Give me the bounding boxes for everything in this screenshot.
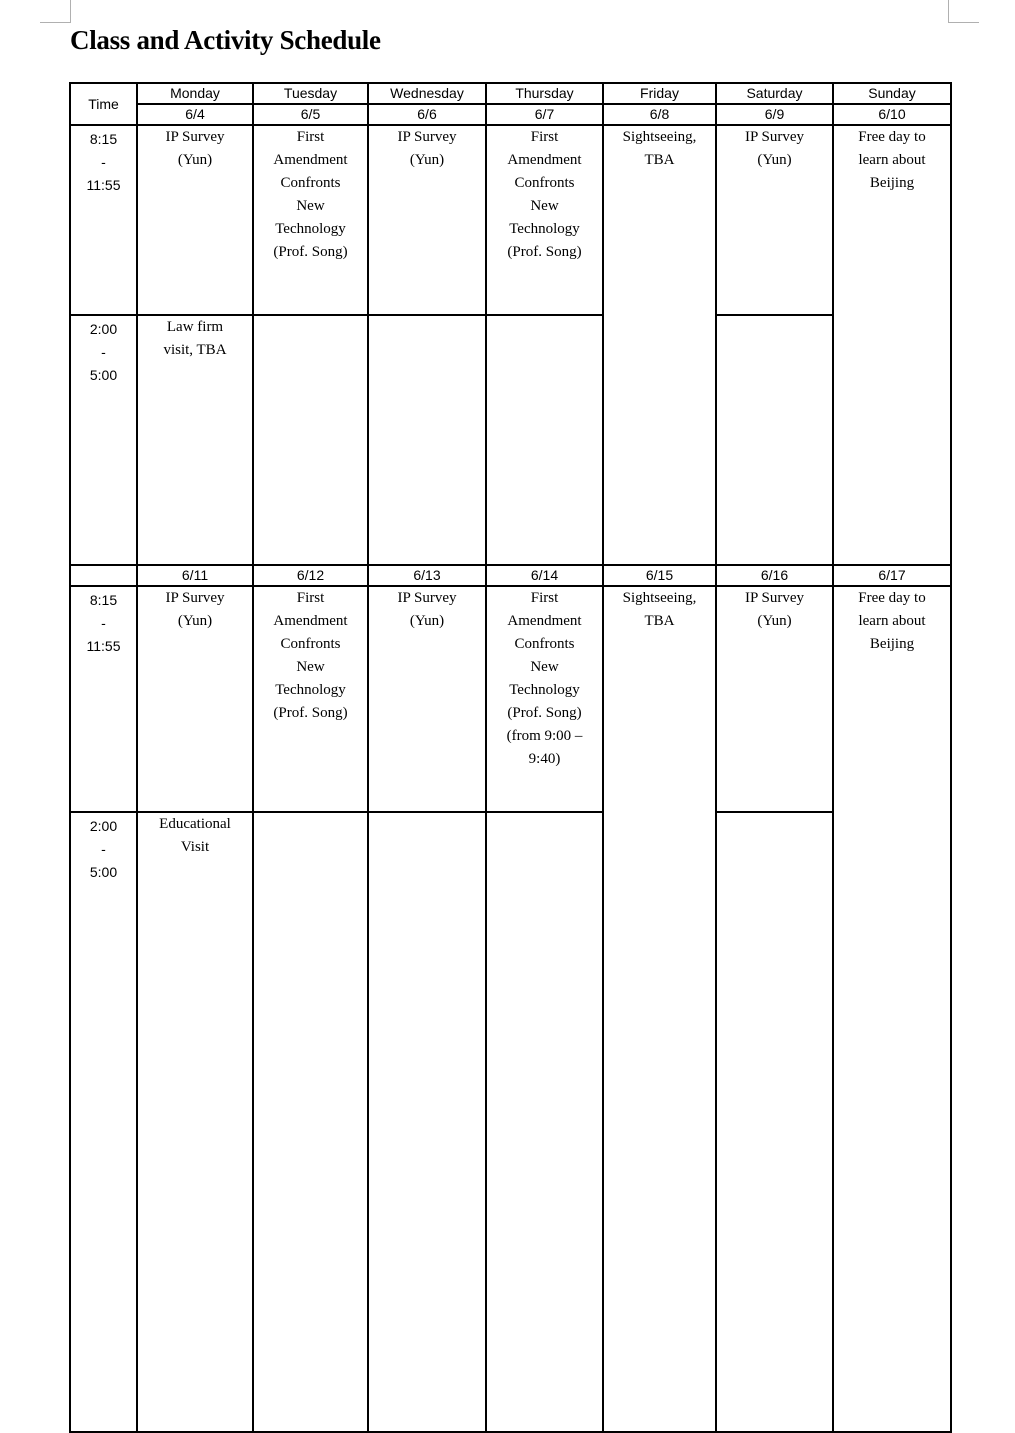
- event-cell-tuesday: [253, 812, 368, 1432]
- event-cell-thursday: [486, 812, 603, 1432]
- page-corner-mark-right: [948, 0, 979, 23]
- header-saturday: Saturday: [716, 83, 833, 104]
- event-cell-wednesday: IP Survey (Yun): [368, 125, 486, 315]
- event-cell-thursday: First Amendment Confronts New Technology (Prof. Song) (from 9:00 – 9:40): [486, 586, 603, 812]
- date-cell: 6/11: [137, 565, 253, 586]
- date-cell: 6/9: [716, 104, 833, 125]
- date-cell: 6/15: [603, 565, 716, 586]
- header-thursday: Thursday: [486, 83, 603, 104]
- date-cell: 6/14: [486, 565, 603, 586]
- time-slot-morning: 8:15 - 11:55: [70, 586, 137, 812]
- date-cell: 6/7: [486, 104, 603, 125]
- event-cell-saturday: [716, 315, 833, 565]
- week2-date-row: [70, 565, 951, 586]
- event-cell-wednesday: [368, 315, 486, 565]
- event-cell-friday: Sightseeing, TBA: [603, 586, 716, 1432]
- event-cell-sunday: Free day to learn about Beijing: [833, 125, 951, 565]
- event-cell-saturday: [716, 812, 833, 1432]
- week1-date-row: [70, 104, 951, 125]
- event-cell-wednesday: [368, 812, 486, 1432]
- date-cell: 6/4: [137, 104, 253, 125]
- date-cell: 6/13: [368, 565, 486, 586]
- header-time: Time: [70, 83, 137, 125]
- event-cell-sunday: Free day to learn about Beijing: [833, 586, 951, 1432]
- event-cell-monday: IP Survey (Yun): [137, 125, 253, 315]
- date-cell: 6/12: [253, 565, 368, 586]
- week2-morning-row: [70, 586, 951, 812]
- header-friday: Friday: [603, 83, 716, 104]
- header-monday: Monday: [137, 83, 253, 104]
- event-cell-monday: Law firm visit, TBA: [137, 315, 253, 565]
- date-cell: 6/16: [716, 565, 833, 586]
- event-cell-tuesday: [253, 315, 368, 565]
- date-cell-empty: [70, 565, 137, 586]
- event-cell-saturday: IP Survey (Yun): [716, 125, 833, 315]
- document-title: Class and Activity Schedule: [70, 25, 381, 55]
- week1-afternoon-row: [70, 315, 951, 565]
- time-slot-afternoon: 2:00 - 5:00: [70, 812, 137, 1432]
- header-sunday: Sunday: [833, 83, 951, 104]
- event-cell-tuesday: First Amendment Confronts New Technology (Prof. Song): [253, 586, 368, 812]
- week1-morning-row: [70, 125, 951, 315]
- header-tuesday: Tuesday: [253, 83, 368, 104]
- time-slot-morning: 8:15 - 11:55: [70, 125, 137, 315]
- event-cell-thursday: [486, 315, 603, 565]
- header-wednesday: Wednesday: [368, 83, 486, 104]
- header-row: [70, 83, 951, 104]
- date-cell: 6/17: [833, 565, 951, 586]
- event-cell-tuesday: First Amendment Confronts New Technology (Prof. Song): [253, 125, 368, 315]
- week2-afternoon-row: [70, 812, 951, 1432]
- event-cell-friday: Sightseeing, TBA: [603, 125, 716, 565]
- date-cell: 6/8: [603, 104, 716, 125]
- page-corner-mark-left: [40, 0, 71, 23]
- event-cell-monday: IP Survey (Yun): [137, 586, 253, 812]
- schedule-table: [69, 82, 952, 1433]
- time-slot-afternoon: 2:00 - 5:00: [70, 315, 137, 565]
- event-cell-saturday: IP Survey (Yun): [716, 586, 833, 812]
- date-cell: 6/10: [833, 104, 951, 125]
- date-cell: 6/5: [253, 104, 368, 125]
- date-cell: 6/6: [368, 104, 486, 125]
- event-cell-monday: Educational Visit: [137, 812, 253, 1432]
- event-cell-wednesday: IP Survey (Yun): [368, 586, 486, 812]
- event-cell-thursday: First Amendment Confronts New Technology (Prof. Song): [486, 125, 603, 315]
